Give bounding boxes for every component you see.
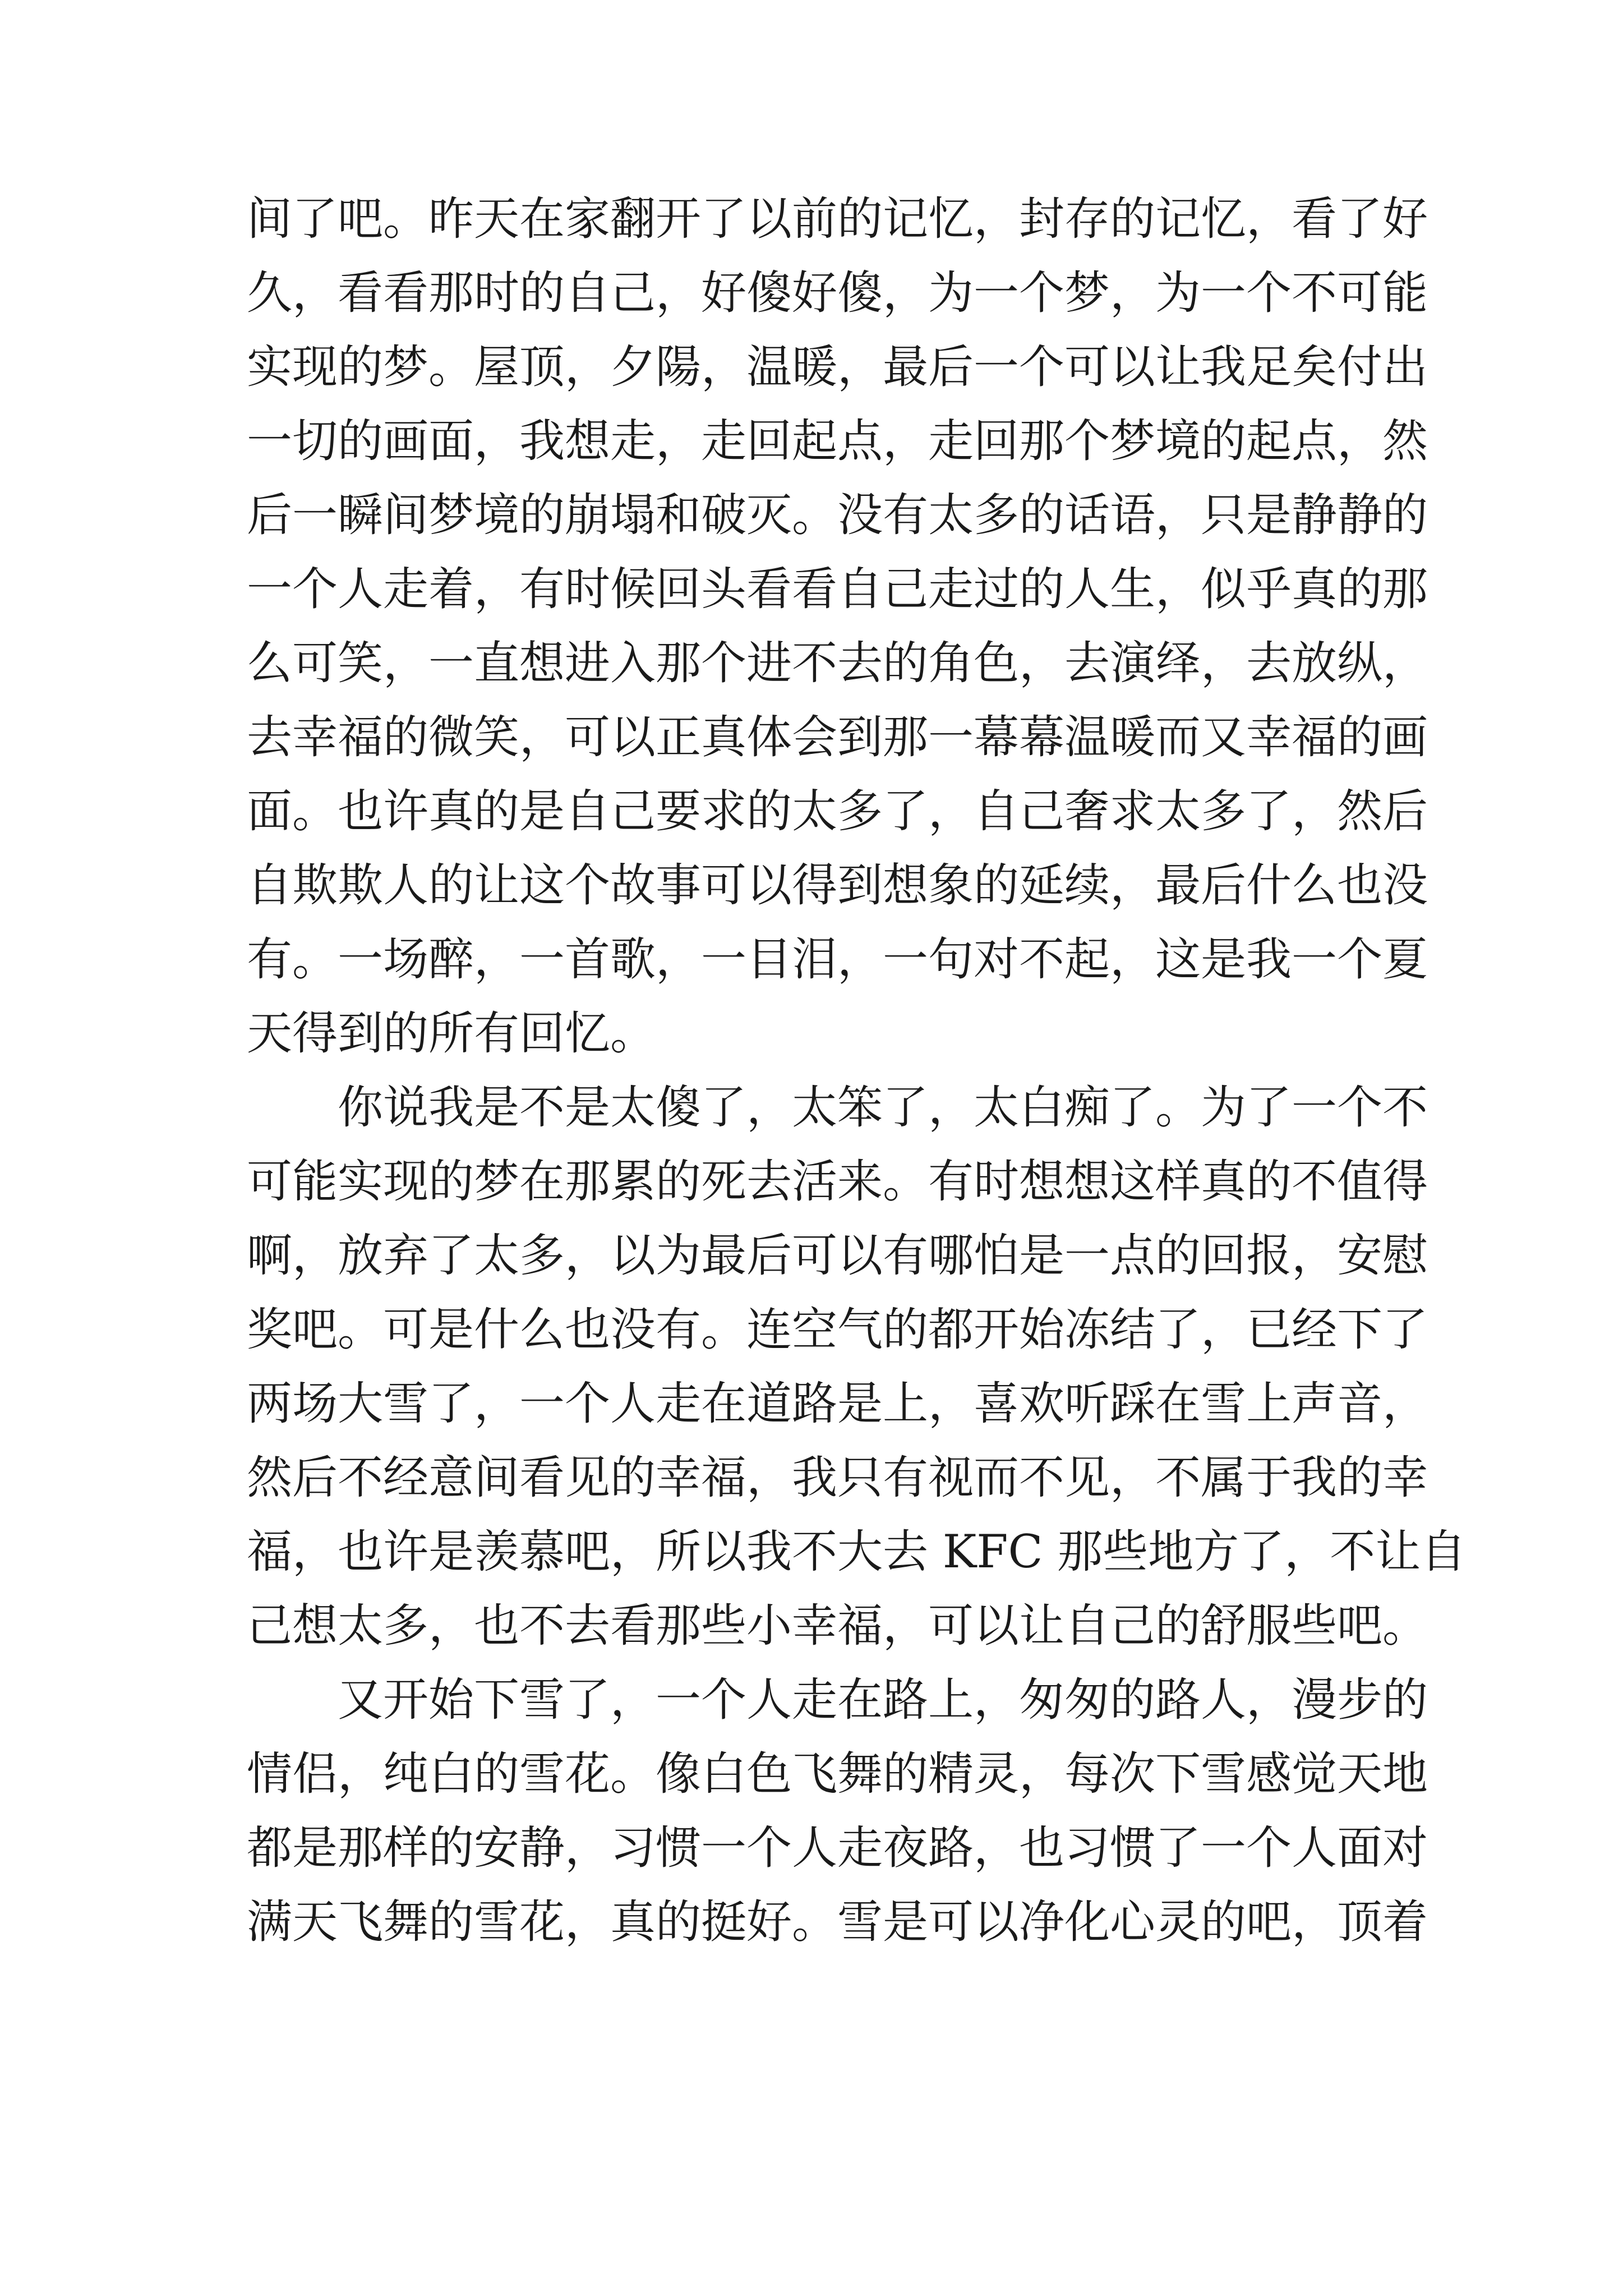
text-line: 后一瞬间梦境的崩塌和破灭。没有太多的话语，只是静静的 [247, 489, 1428, 542]
text-line: 都是那样的安静，习惯一个人走夜路，也习惯了一个人面对 [247, 1822, 1428, 1875]
text-line: 己想太多，也不去看那些小幸福，可以让自己的舒服些吧。 [247, 1600, 1428, 1653]
text-line: 你说我是不是太傻了，太笨了，太白痴了。为了一个不 [338, 1082, 1428, 1134]
text-line: 去幸福的微笑，可以正真体会到那一幕幕温暖而又幸福的画 [247, 711, 1428, 764]
text-line: 久，看看那时的自己，好傻好傻，为一个梦，为一个不可能 [247, 267, 1428, 320]
text-line: 天得到的所有回忆。 [247, 1007, 656, 1060]
text-line: 啊，放弃了太多，以为最后可以有哪怕是一点的回报，安慰 [247, 1230, 1428, 1282]
text-line: 满天飞舞的雪花，真的挺好。雪是可以净化心灵的吧，顶着 [247, 1896, 1428, 1949]
text-line: 可能实现的梦在那累的死去活来。有时想想这样真的不值得 [247, 1156, 1428, 1208]
paragraph-3 [247, 1663, 1428, 1959]
text-line: 又开始下雪了，一个人走在路上，匆匆的路人，漫步的 [338, 1674, 1428, 1727]
text-line: 么可笑，一直想进入那个进不去的角色，去演绎，去放纵， [247, 637, 1428, 690]
paragraph-2 [247, 1071, 1467, 1663]
paragraph-1 [247, 182, 1428, 1071]
text-line: 实现的梦。屋顶，夕陽，温暖，最后一个可以让我足矣付出 [247, 341, 1428, 394]
text-line: 自欺欺人的让这个故事可以得到想象的延续，最后什么也没 [247, 859, 1428, 912]
text-line: 有。一场醉，一首歌，一目泪，一句对不起，这是我一个夏 [247, 933, 1428, 986]
text-line: 间了吧。昨天在家翻开了以前的记忆，封存的记忆，看了好 [247, 193, 1428, 246]
text-line: 福，也许是羡慕吧，所以我不大去 KFC 那些地方了，不让自 [247, 1526, 1467, 1579]
text-line: 两场大雪了，一个人走在道路是上，喜欢听踩在雪上声音， [247, 1378, 1428, 1430]
text-line: 一个人走着，有时候回头看看自己走过的人生，似乎真的那 [247, 563, 1428, 616]
text-line: 面。也许真的是自己要求的太多了，自己奢求太多了，然后 [247, 785, 1428, 838]
body-text [247, 182, 1467, 1959]
text-line: 奖吧。可是什么也没有。连空气的都开始冻结了，已经下了 [247, 1304, 1428, 1356]
text-line: 然后不经意间看见的幸福，我只有视而不见，不属于我的幸 [247, 1452, 1428, 1504]
text-line: 情侣，纯白的雪花。像白色飞舞的精灵，每次下雪感觉天地 [247, 1748, 1428, 1801]
text-line: 一切的画面，我想走，走回起点，走回那个梦境的起点，然 [247, 415, 1428, 468]
